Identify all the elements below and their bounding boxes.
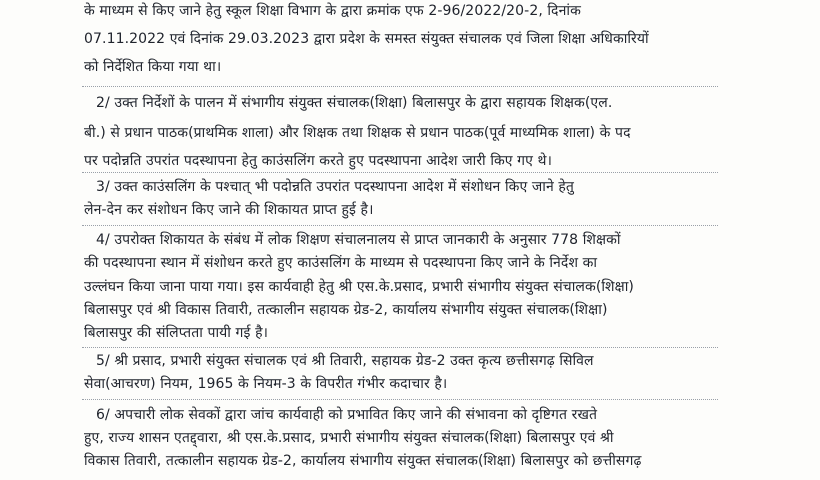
separator [82,172,718,173]
paragraph-2-line-3: पर पदोन्नति उपरांत पदस्थापना हेतु काउंसलिंग करते हुए पदस्थापना आदेश जारी किए गए थे। [84,153,553,169]
paragraph-4-line-1: 4/ उपरोक्त शिकायत के संबंध में लोक शिक्षण संचालनालय से प्राप्त जानकारी के अनुसार 778 शिक्षकों [96,232,621,248]
paragraph-4-line-4: बिलासपुर एवं श्री विकास तिवारी, तत्कालीन सहायक ग्रेड-2, कार्यालय संभागीय संयुक्त संचालक(शिक्षा) [84,302,608,318]
paragraph-1-line-1: के माध्यम से किए जाने हेतु स्कूल शिक्षा विभाग के द्वारा क्रमांक एफ 2-96/2022/20-2, दिनांक [84,3,581,19]
paragraph-6-line-2: हुए, राज्य शासन एतद्द्वारा, श्री एस.के.प्रसाद, प्रभारी संभागीय संयुक्त संचालक(शिक्षा) बिलासपुर एवं श्री [84,430,614,446]
separator [82,399,718,400]
paragraph-4-line-2: की पदस्थापना स्थान में संशोधन करते हुए काउंसलिंग के माध्यम से पदस्थापना किए जाने के निर्देश का [84,255,598,271]
separator [82,347,718,348]
paragraph-6-line-3: विकास तिवारी, तत्कालीन सहायक ग्रेड-2, कार्यालय संभागीय संयुक्त संचालक(शिक्षा) बिलासपुर को छत्तीसगढ़ [84,453,642,469]
paragraph-2-line-1: 2/ उक्त निर्देशों के पालन में संभागीय संयुक्त संचालक(शिक्षा) बिलासपुर के द्वारा सहायक शिक्षक(एल. [96,95,613,111]
paragraph-6-line-1: 6/ अपचारी लोक सेवकों द्वारा जांच कार्यवाही को प्रभावित किए जाने की संभावना को दृष्टिगत रखते [96,407,598,423]
separator [82,225,718,226]
paragraph-4-line-5: बिलासपुर की संलिप्तता पायी गई है। [84,325,269,341]
paragraph-3-line-2: लेन-देन कर संशोधन किए जाने की शिकायत प्राप्त हुई है। [84,202,374,218]
paragraph-2-line-2: बी.) से प्रधान पाठक(प्राथमिक शाला) और शिक्षक तथा शिक्षक से प्रधान पाठक(पूर्व माध्यमिक शाला) के पद [84,125,631,141]
paragraph-5-line-2: सेवा(आचरण) नियम, 1965 के नियम-3 के विपरीत गंभीर कदाचार है। [84,376,448,392]
paragraph-1-line-3: को निर्देशित किया गया था। [84,59,222,75]
paragraph-1-line-2: 07.11.2022 एवं दिनांक 29.03.2023 द्वारा प्रदेश के समस्त संयुक्त संचालक एवं जिला शिक्षा अधिकारियों [84,31,649,47]
paragraph-3-line-1: 3/ उक्त काउंसलिंग के पश्चात् भी पदोन्नति उपरांत पदस्थापना आदेश में संशोधन किए जाने हेतु [96,179,574,195]
separator [82,86,718,87]
paragraph-5-line-1: 5/ श्री प्रसाद, प्रभारी संयुक्त संचालक एवं श्री तिवारी, सहायक ग्रेड-2 उक्त कृत्य छत्तीसगढ़ सिविल [96,353,594,369]
paragraph-4-line-3: उल्लंघन किया जाना पाया गया। इस कार्यवाही हेतु श्री एस.के.प्रसाद, प्रभारी संभागीय संयुक्त संचालक(शिक्षा) [84,279,634,295]
